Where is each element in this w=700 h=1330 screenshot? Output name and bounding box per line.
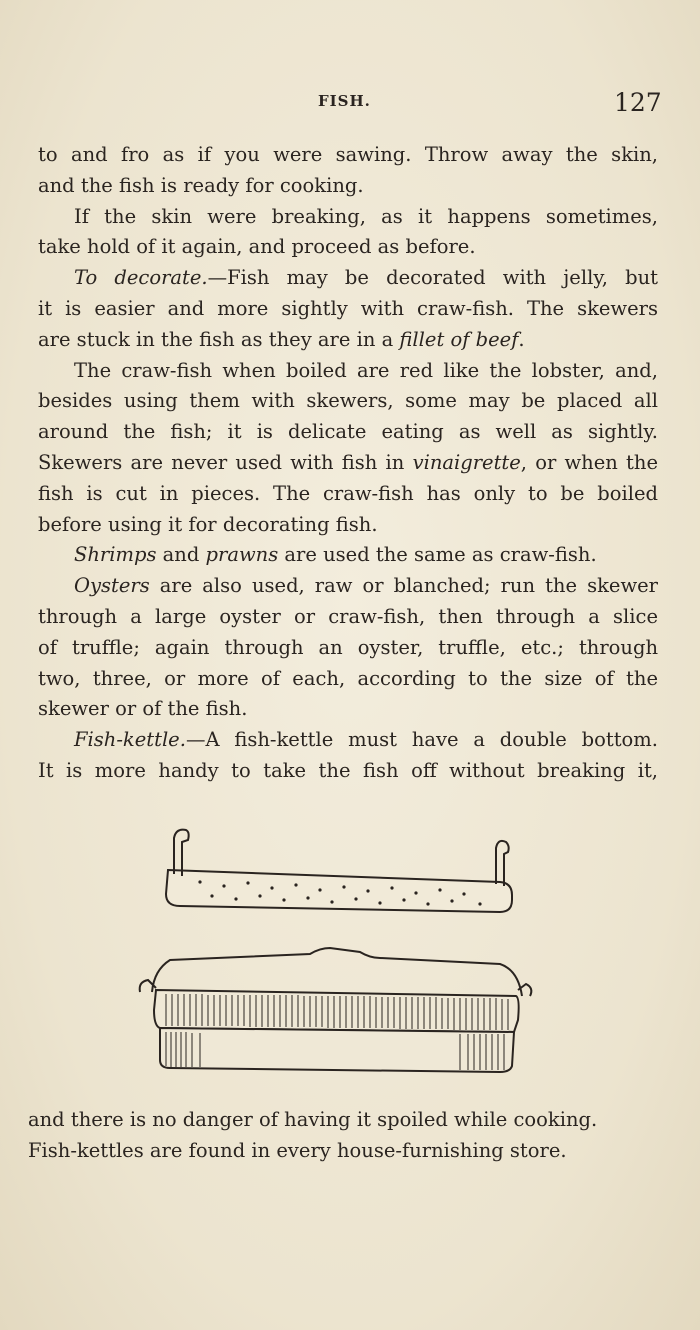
text-line: before using it for decorating fish. [38, 512, 378, 536]
italic-term: Oysters [74, 574, 150, 598]
text-line: it is easier and more sightly with craw-fish. The skewers [38, 296, 658, 320]
text-line [38, 448, 658, 479]
paragraph-craw-fish [38, 356, 658, 541]
body-text [38, 140, 658, 787]
italic-term: Shrimps [74, 543, 157, 567]
heading-fish-kettle: Fish-kettle. [74, 728, 186, 752]
text-line: and the fish is ready for cooking. [38, 173, 364, 197]
closing-text [28, 1105, 640, 1167]
page-header [0, 88, 700, 122]
text-line: and there is no danger of having it spoiled while cooking. [28, 1108, 598, 1131]
text-span: Skewers are never used with fish in [38, 450, 413, 474]
text-line: around the fish; it is delicate eating as well as sightly. [38, 420, 658, 444]
text-line: skewer or of the fish. [38, 697, 248, 721]
text-line: If the skin were breaking, as it happens sometimes, [74, 204, 658, 228]
text-line [38, 725, 658, 756]
heading-to-decorate: To decorate. [74, 266, 208, 290]
paragraph-fish-kettle [38, 725, 658, 787]
paragraph-shrimps [38, 540, 658, 571]
text-line: besides using them with skewers, some may be placed all [38, 389, 658, 413]
fish-kettle-engraving [130, 820, 550, 1090]
text-line: It is more handy to take the fish off without breaking it, [38, 758, 658, 782]
text-line: The craw-fish when boiled are red like the lobster, and, [74, 358, 658, 382]
italic-term: prawns [205, 543, 279, 567]
text-line [38, 540, 658, 571]
text-line: of truffle; again through an oyster, truffle, etc.; through [38, 635, 658, 659]
text-line: to and fro as if you were sawing. Throw away the skin, [38, 143, 658, 166]
text-line: Fish-kettles are found in every house-furnishing store. [28, 1138, 567, 1162]
text-line: fish is cut in pieces. The craw-fish has only to be boiled [38, 481, 658, 505]
text-line [38, 263, 658, 294]
paragraph-oysters [38, 571, 658, 725]
text-span: are also used, raw or blanched; run the skewer [149, 574, 658, 598]
text-span: are used the same as craw-fish. [278, 543, 597, 567]
paragraph-2 [38, 202, 658, 264]
text-span: —Fish may be decorated with jelly, but [207, 266, 658, 290]
text-span: —A fish-kettle must have a double bottom. [185, 728, 658, 752]
text-span: , or when the [520, 450, 658, 474]
fish-kettle-illustration [130, 820, 550, 1090]
paragraph-decorate [38, 263, 658, 355]
text-line: two, three, or more of each, according to the size of the [38, 666, 658, 690]
text-line: take hold of it again, and proceed as before. [38, 235, 476, 259]
italic-term: fillet of beef [399, 327, 519, 351]
paragraph-1 [38, 140, 658, 202]
text-line [38, 325, 658, 356]
page-number: 127 [614, 88, 662, 117]
italic-term: vinaigrette [412, 450, 521, 474]
text-span: and [156, 543, 206, 567]
text-span: are stuck in the fish as they are in a [38, 327, 400, 351]
running-head: FISH. [318, 92, 371, 110]
text-span: . [518, 327, 525, 351]
text-line [38, 571, 658, 602]
text-line: through a large oyster or craw-fish, then through a slice [38, 604, 658, 628]
